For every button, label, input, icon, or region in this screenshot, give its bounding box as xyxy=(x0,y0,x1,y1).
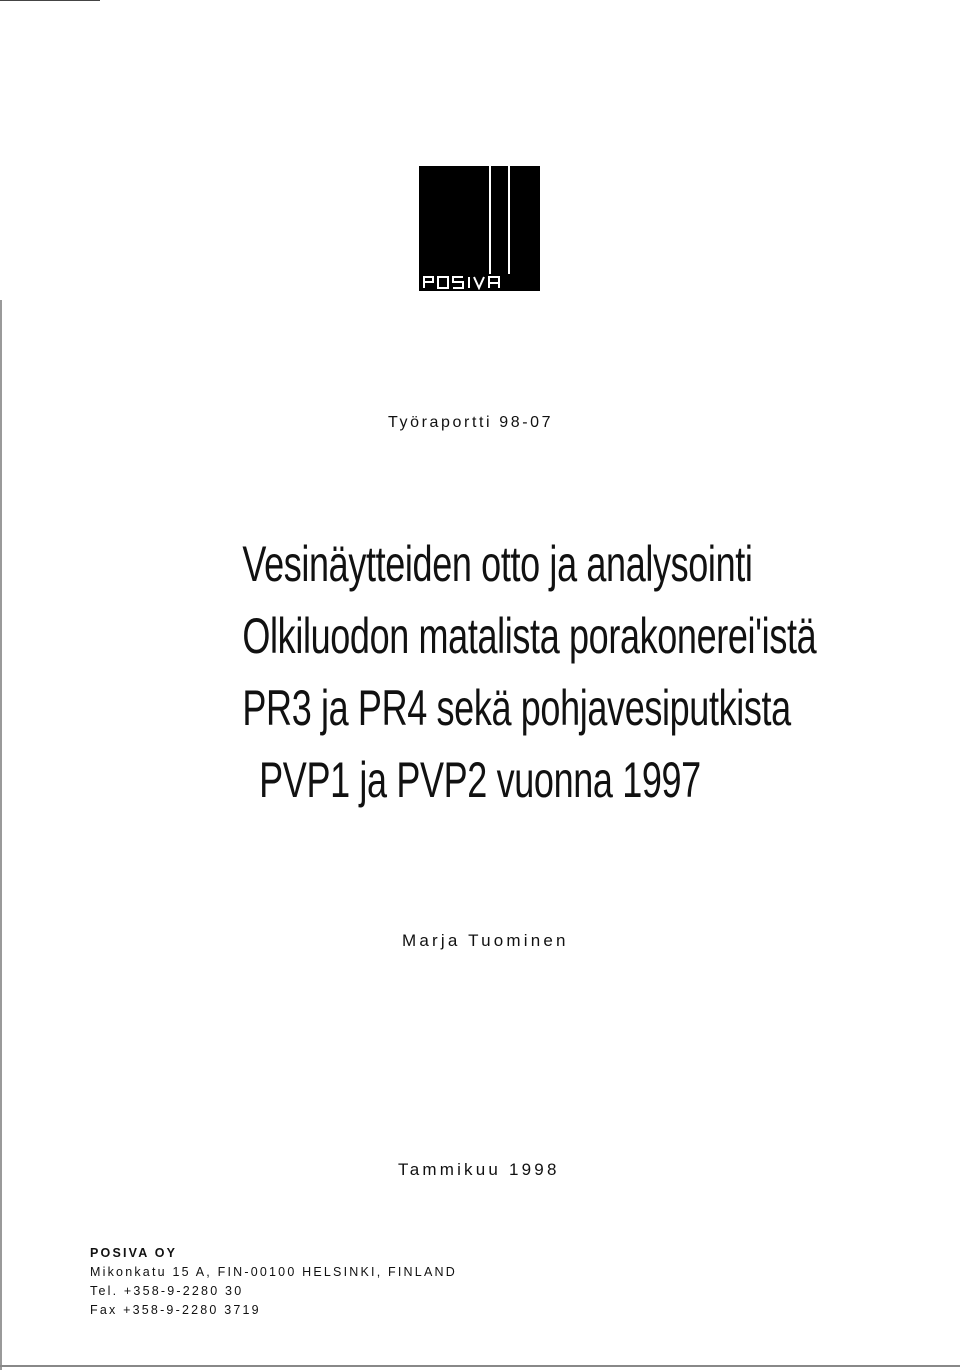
title-line: Olkiluodon matalista porakonerei'istä xyxy=(242,608,817,664)
scan-border-bottom xyxy=(0,1365,960,1367)
publisher-phone: Tel. +358-9-2280 30 xyxy=(90,1284,244,1298)
posiva-logo xyxy=(419,166,540,291)
scan-border-left xyxy=(0,300,2,1370)
title-line: PR3 ja PR4 sekä pohjavesiputkista xyxy=(242,680,791,736)
logo-wordmark xyxy=(419,274,540,290)
publication-date: Tammikuu 1998 xyxy=(398,1160,560,1179)
publisher-name: POSIVA OY xyxy=(90,1246,178,1260)
publisher-fax: Fax +358-9-2280 3719 xyxy=(90,1303,261,1317)
scan-border-top xyxy=(0,0,100,1)
report-number: Työraportti 98-07 xyxy=(388,414,554,431)
logo-stripe xyxy=(508,166,510,274)
publisher-address xyxy=(90,1244,457,1320)
logo-stripe xyxy=(489,166,491,274)
document-title xyxy=(242,528,817,816)
author-name: Marja Tuominen xyxy=(402,931,569,950)
publisher-street: Mikonkatu 15 A, FIN-00100 HELSINKI, FINLAND xyxy=(90,1265,457,1279)
title-line: PVP1 ja PVP2 vuonna 1997 xyxy=(259,752,701,808)
title-line: Vesinäytteiden otto ja analysointi xyxy=(242,536,753,592)
